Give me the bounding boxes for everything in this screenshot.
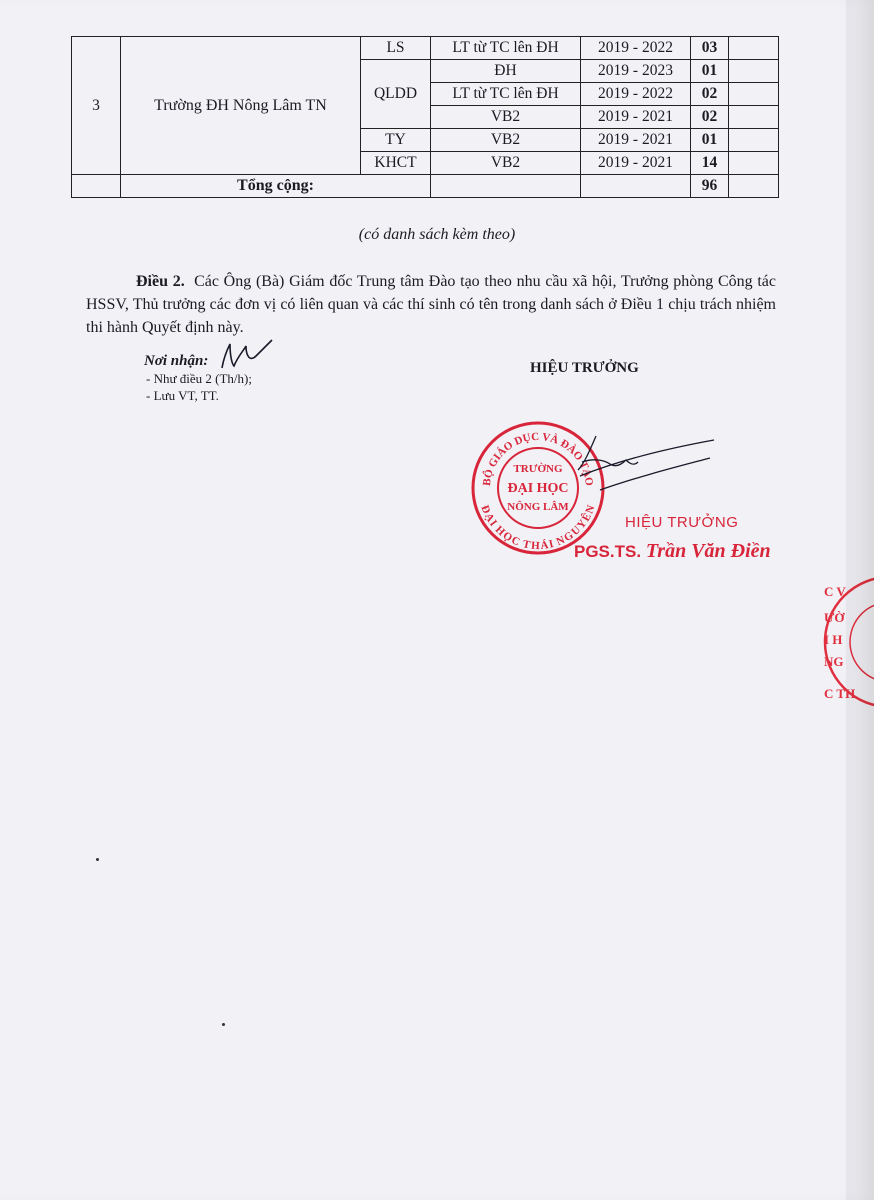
major-cell: TY [361,129,431,152]
training-type-cell: LT từ TC lên ĐH [431,37,581,60]
note-cell [729,60,779,83]
table-row [72,37,779,60]
major-cell: QLDD [361,60,431,129]
stamp-name: PGS.TS. Trần Văn Điền [574,540,771,562]
note-cell [729,106,779,129]
period-cell: 2019 - 2021 [581,129,691,152]
quantity-cell: 02 [691,106,729,129]
period-cell: 2019 - 2021 [581,106,691,129]
principal-signature [560,430,720,510]
training-type-cell: ĐH [431,60,581,83]
signature-title: HIỆU TRƯỞNG [530,360,639,376]
empty-cell [729,175,779,198]
period-cell: 2019 - 2021 [581,152,691,175]
period-cell: 2019 - 2022 [581,37,691,60]
note-cell [729,152,779,175]
total-value: 96 [691,175,729,198]
training-type-cell: LT từ TC lên ĐH [431,83,581,106]
major-cell: LS [361,37,431,60]
list-item: - Lưu VT, TT. [146,388,219,403]
attachment-note: (có danh sách kèm theo) [358,226,516,243]
note-cell [729,129,779,152]
article-text: Các Ông (Bà) Giám đốc Trung tâm Đào tạo theo nhu cầu xã hội, Trưởng phòng Công tác HSSV, Thủ trưởng các đơn vị có liên quan và các thí sinh có tên trong danh sách ở Điều 1 chịu trách nhiệm thi hành Quyết định này. [86,273,777,336]
total-row [72,175,779,198]
speck [222,1023,225,1026]
empty-cell [72,175,121,198]
edge-seal-fragment: C V ƯỜ I H NG C TH [822,574,848,710]
empty-cell [581,175,691,198]
initials-signature [216,338,274,378]
speck [96,858,99,861]
article-label: Điều 2. [136,273,185,290]
school-name: Trường ĐH Nông Lâm TN [121,37,361,175]
training-type-cell: VB2 [431,152,581,175]
quantity-cell: 01 [691,129,729,152]
note-cell [729,83,779,106]
empty-cell [431,175,581,198]
total-label: Tổng cộng: [121,175,431,198]
training-type-cell: VB2 [431,129,581,152]
training-type-cell: VB2 [431,106,581,129]
period-cell: 2019 - 2022 [581,83,691,106]
svg-text:ĐẠI HỌC THÁI NGUYÊN: ĐẠI HỌC THÁI NGUYÊN [478,503,598,553]
summary-table [71,36,779,198]
quantity-cell: 01 [691,60,729,83]
list-item: - Như điều 2 (Th/h); [146,371,252,386]
stamp-title: HIỆU TRƯỞNG [625,514,739,531]
recipients-title: Nơi nhận: [144,353,209,369]
note-cell [729,37,779,60]
seal-line-1: TRƯỜNG [513,463,563,475]
period-cell: 2019 - 2023 [581,60,691,83]
seal-line-3: NÔNG LÂM [507,501,569,513]
article-2 [86,270,776,339]
quantity-cell: 02 [691,83,729,106]
major-cell: KHCT [361,152,431,175]
school-number: 3 [72,37,121,175]
quantity-cell: 03 [691,37,729,60]
quantity-cell: 14 [691,152,729,175]
svg-text:BỘ GIÁO DỤC VÀ ĐÀO TẠO: BỘ GIÁO DỤC VÀ ĐÀO TẠO [480,430,596,487]
page-edge-strip [846,0,874,1200]
seal-line-2: ĐẠI HỌC [507,481,569,496]
